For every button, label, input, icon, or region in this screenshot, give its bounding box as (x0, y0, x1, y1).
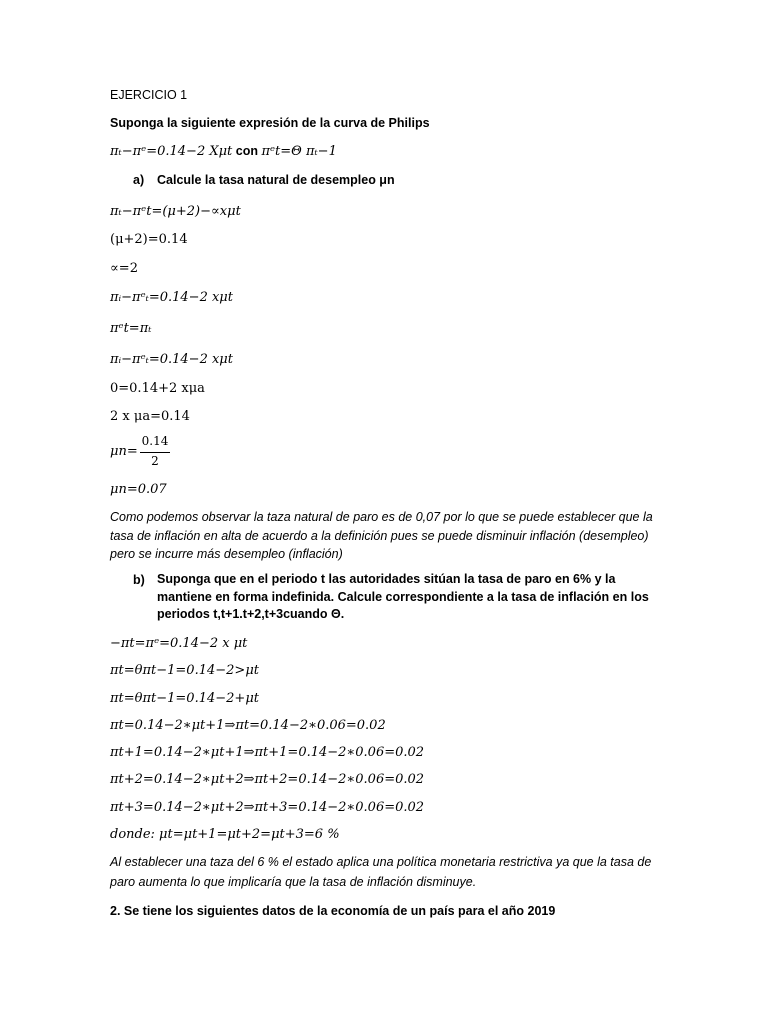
part-a-commentary: Como podemos observar la taza natural de paro es de 0,07 por lo que se puede establecer que la tasa de inflación en alta de acuerdo a la definición pues se puede disminuir inflación (desempleo) pero se incurre más desempleo (inflación) (110, 510, 653, 561)
part-b-eq-7: πt+3=0.14−2∗μt+2⇒πt+3=0.14−2∗0.06=0.02 (110, 800, 425, 815)
fraction-lhs: μn= (110, 444, 138, 459)
part-a-eq-5: πᵉt=πₜ (110, 321, 152, 336)
fraction-bar (140, 452, 170, 453)
part-b-eq-5: πt+1=0.14−2∗μt+1⇒πt+1=0.14−2∗0.06=0.02 (110, 745, 425, 760)
part-a-result: μn=0.07 (110, 482, 167, 497)
part-a-text: Calcule la tasa natural de desempleo μn (157, 173, 395, 187)
part-b-commentary (110, 852, 658, 892)
part-a-label: a) (133, 173, 145, 187)
part-a-eq-4: πᵢ−πᵉₜ=0.14−2 xμt (110, 290, 233, 305)
section-2-heading: 2. Se tiene los siguientes datos de la economía de un país para el año 2019 (110, 904, 556, 918)
part-a-eq-2: (μ+2)=0.14 (110, 232, 188, 247)
part-b-eq-8: donde: μt=μt+1=μt+2=μt+3=6 % (110, 827, 340, 842)
part-a-eq-3: ∝=2 (110, 261, 138, 276)
part-b-eq-6: πt+2=0.14−2∗μt+2⇒πt+2=0.14−2∗0.06=0.02 (110, 772, 425, 787)
part-a-eq-8: 2 x μa=0.14 (110, 409, 190, 424)
main-equation-line (110, 142, 337, 161)
main-equation-con: con (232, 144, 262, 158)
part-b-eq-3: πt=θπt−1=0.14−2+μt (110, 691, 259, 706)
main-equation-rhs: πᵉt=Θ πₜ−1 (261, 144, 337, 159)
fraction-denominator: 2 (151, 454, 159, 468)
part-b-eq-2: πt=θπt−1=0.14−2>μt (110, 663, 259, 678)
part-b-eq-4: πt=0.14−2∗μt+1⇒πt=0.14−2∗0.06=0.02 (110, 718, 386, 733)
part-a-eq-7: 0=0.14+2 xμa (110, 381, 205, 396)
fraction-numerator: 0.14 (141, 434, 169, 448)
exercise-intro: Suponga la siguiente expresión de la curva de Philips (110, 116, 430, 130)
exercise-title: EJERCICIO 1 (110, 88, 188, 102)
part-b-eq-1: −πt=πᵉ=0.14−2 x μt (110, 636, 248, 651)
part-b-text: Suponga que en el periodo t las autoridades sitúan la tasa de paro en 6% y la mantiene en forma indefinida. Calcule correspondiente a la tasa de inflación en los periodos t,t+1.t+2,t+3cuando Θ. (157, 572, 649, 621)
part-a-eq-1: πₜ−πᵉt=(μ+2)−∝xμt (110, 204, 241, 219)
part-a-eq-6: πᵢ−πᵉₜ=0.14−2 xμt (110, 352, 233, 367)
main-equation: πₜ−πᵉ=0.14−2 Xμt (110, 144, 233, 159)
part-b-commentary-text: Al establecer una taza del 6 % el estado aplica una política monetaria restrictiva ya que la tasa de paro aumenta lo que implicaría que la tasa de inflación disminuye. (110, 855, 652, 889)
part-b-label: b) (133, 573, 145, 587)
